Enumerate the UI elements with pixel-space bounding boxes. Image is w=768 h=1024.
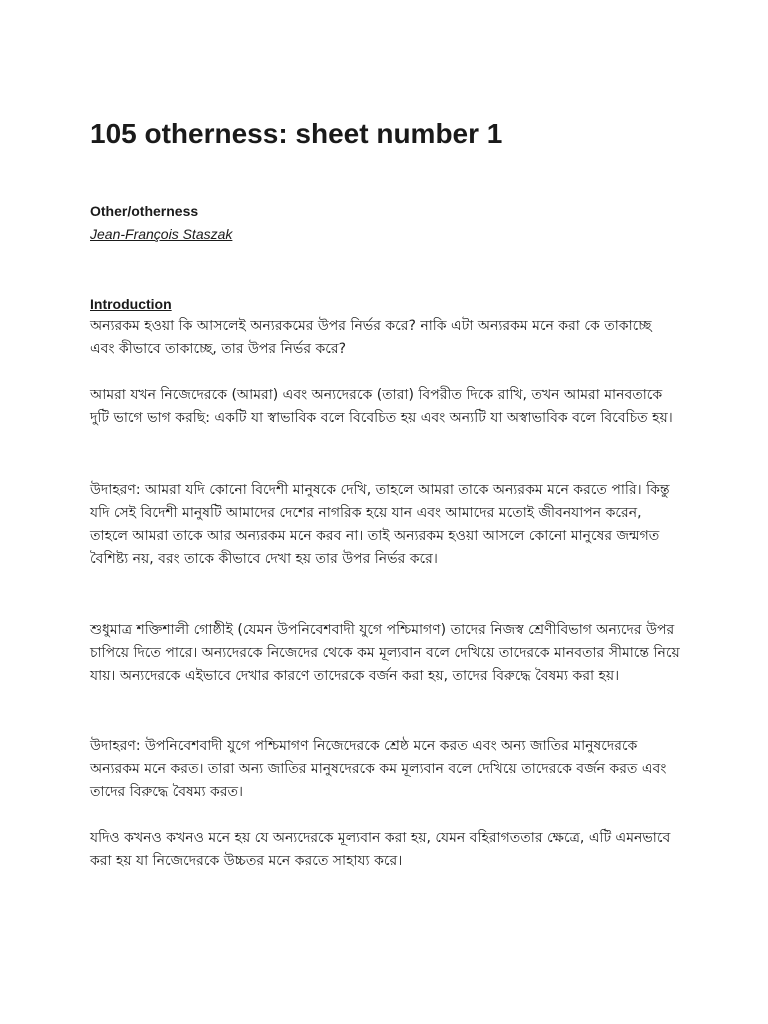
paragraph-6: যদিও কখনও কখনও মনে হয় যে অন্যদেরকে মূল্যবান করা হয়, যেমন বহিরাগততার ক্ষেত্রে, এটি এমনভাবে করা হয় যা নিজেদেরকে উচ্চতর মনে করতে সাহায্য করে। bbox=[90, 830, 671, 869]
paragraph-4: শুধুমাত্র শক্তিশালী গোষ্ঠীই (যেমন উপনিবেশবাদী যুগে পশ্চিমাগণ) তাদের নিজস্ব শ্রেণীবিভাগ অন্যদের উপর চাপিয়ে দিতে পারে। অন্যদেরকে নিজেদের থেকে কম মূল্যবান বলে দেখিয়ে তাদেরকে মানবতার সীমান্তে নিয়ে যায়। অন্যদেরকে এইভাবে দেখার কারণে তাদেরকে বর্জন করা হয়, তাদের বিরুদ্ধে বৈষম্য করা হয়। bbox=[90, 622, 680, 684]
document-title: 105 otherness: sheet number 1 bbox=[90, 118, 503, 149]
paragraph-3: উদাহরণ: আমরা যদি কোনো বিদেশী মানুষকে দেখি, তাহলে আমরা তাকে অন্যরকম মনে করতে পারি। কিন্তু যদি সেই বিদেশী মানুষটি আমাদের দেশের নাগরিক হয়ে যান এবং আমাদের মতোই জীবনযাপন করেন, তাহলে আমরা তাকে আর অন্যরকম মনে করব না। তাই অন্যরকম হওয়া আসলে কোনো মানুষের জন্মগত বৈশিষ্ট্য নয়, বরং তাকে কীভাবে দেখা হয় তার উপর নির্ভর করে। bbox=[90, 482, 670, 567]
section-subtitle: Other/otherness bbox=[90, 203, 199, 219]
paragraph-1: অন্যরকম হওয়া কি আসলেই অন্যরকমের উপর নির্ভর করে? নাকি এটা অন্যরকম মনে করা কে তাকাচ্ছে এবং কীভাবে তাকাচ্ছে, তার উপর নির্ভর করে? bbox=[90, 318, 652, 357]
paragraph-2: আমরা যখন নিজেদেরকে (আমরা) এবং অন্যদেরকে (তারা) বিপরীত দিকে রাখি, তখন আমরা মানবতাকে দুটি ভাগে ভাগ করছি: একটি যা স্বাভাবিক বলে বিবেচিত হয় এবং অন্যটি যা অস্বাভাবিক বলে বিবেচিত হয়। bbox=[90, 387, 673, 426]
introduction-heading: Introduction bbox=[90, 296, 172, 312]
paragraph-5: উদাহরণ: উপনিবেশবাদী যুগে পশ্চিমাগণ নিজেদেরকে শ্রেষ্ঠ মনে করত এবং অন্য জাতির মানুষদেরকে অন্যরকম মনে করত। তারা অন্য জাতির মানুষদেরকে কম মূল্যবান বলে দেখিয়ে তাদেরকে বর্জন করত এবং তাদের বিরুদ্ধে বৈষম্য করত। bbox=[90, 738, 667, 800]
author-name: Jean-François Staszak bbox=[90, 226, 233, 242]
